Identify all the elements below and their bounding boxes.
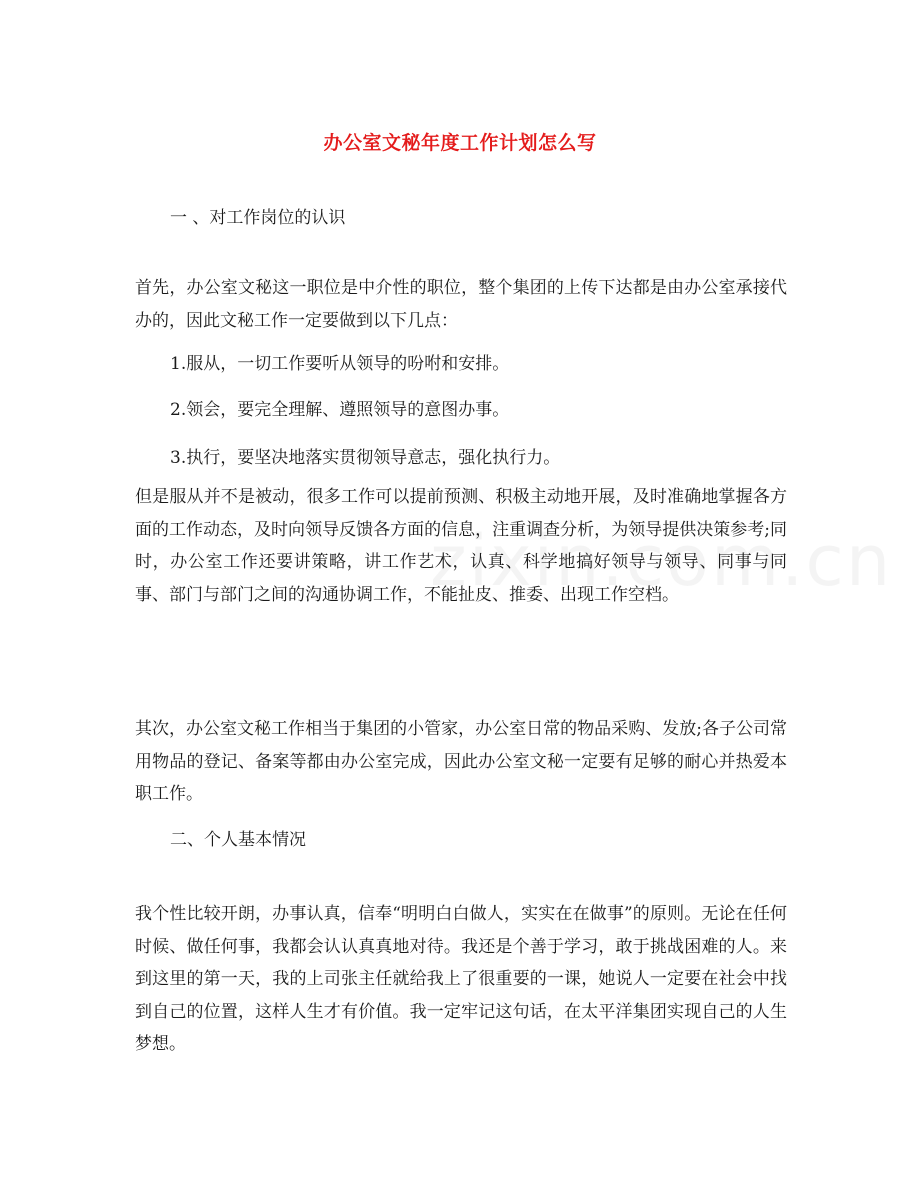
paragraph-4: 我个性比较开朗，办事认真，信奉“明明白白做人，实实在在做事”的原则。无论在任何时候、做任何事，我都会认认真真地对待。我还是个善于学习，敢于挑战困难的人。来到这里的第一天，我的上司张主任就给我上了很重要的一课，她说人一定要在社会中找到自己的位置，这样人生才有价值。我一定牢记这句话，在太平洋集团实现自己的人生梦想。 <box>135 904 787 1054</box>
list-item-2: 2.领会，要完全理解、遵照领导的意图办事。 <box>170 400 510 420</box>
document-title: 办公室文秘年度工作计划怎么写 <box>323 132 597 154</box>
paragraph-3: 其次，办公室文秘工作相当于集团的小管家，办公室日常的物品采购、发放;各子公司常用物品的登记、备案等都由办公室完成，因此办公室文秘一定要有足够的耐心并热爱本职工作。 <box>135 719 787 804</box>
paragraph-2: 但是服从并不是被动，很多工作可以提前预测、积极主动地开展，及时准确地掌握各方面的工作动态，及时向领导反馈各方面的信息，注重调查分析，为领导提供决策参考;同时，办公室工作还要讲策略，讲工作艺术，认真、科学地搞好领导与领导、同事与同事、部门与部门之间的沟通协调工作，不能扯皮、推委、出现工作空档。 <box>135 487 787 605</box>
paragraph-1: 首先，办公室文秘这一职位是中介性的职位，整个集团的上传下达都是由办公室承接代办的，因此文秘工作一定要做到以下几点： <box>135 278 787 331</box>
section-heading-2: 二、个人基本情况 <box>170 830 306 850</box>
section-heading-1: 一 、对工作岗位的认识 <box>170 208 346 228</box>
list-item-3: 3.执行，要坚决地落实贯彻领导意志，强化执行力。 <box>170 448 561 468</box>
list-item-1: 1.服从，一切工作要听从领导的吩咐和安排。 <box>170 354 510 374</box>
